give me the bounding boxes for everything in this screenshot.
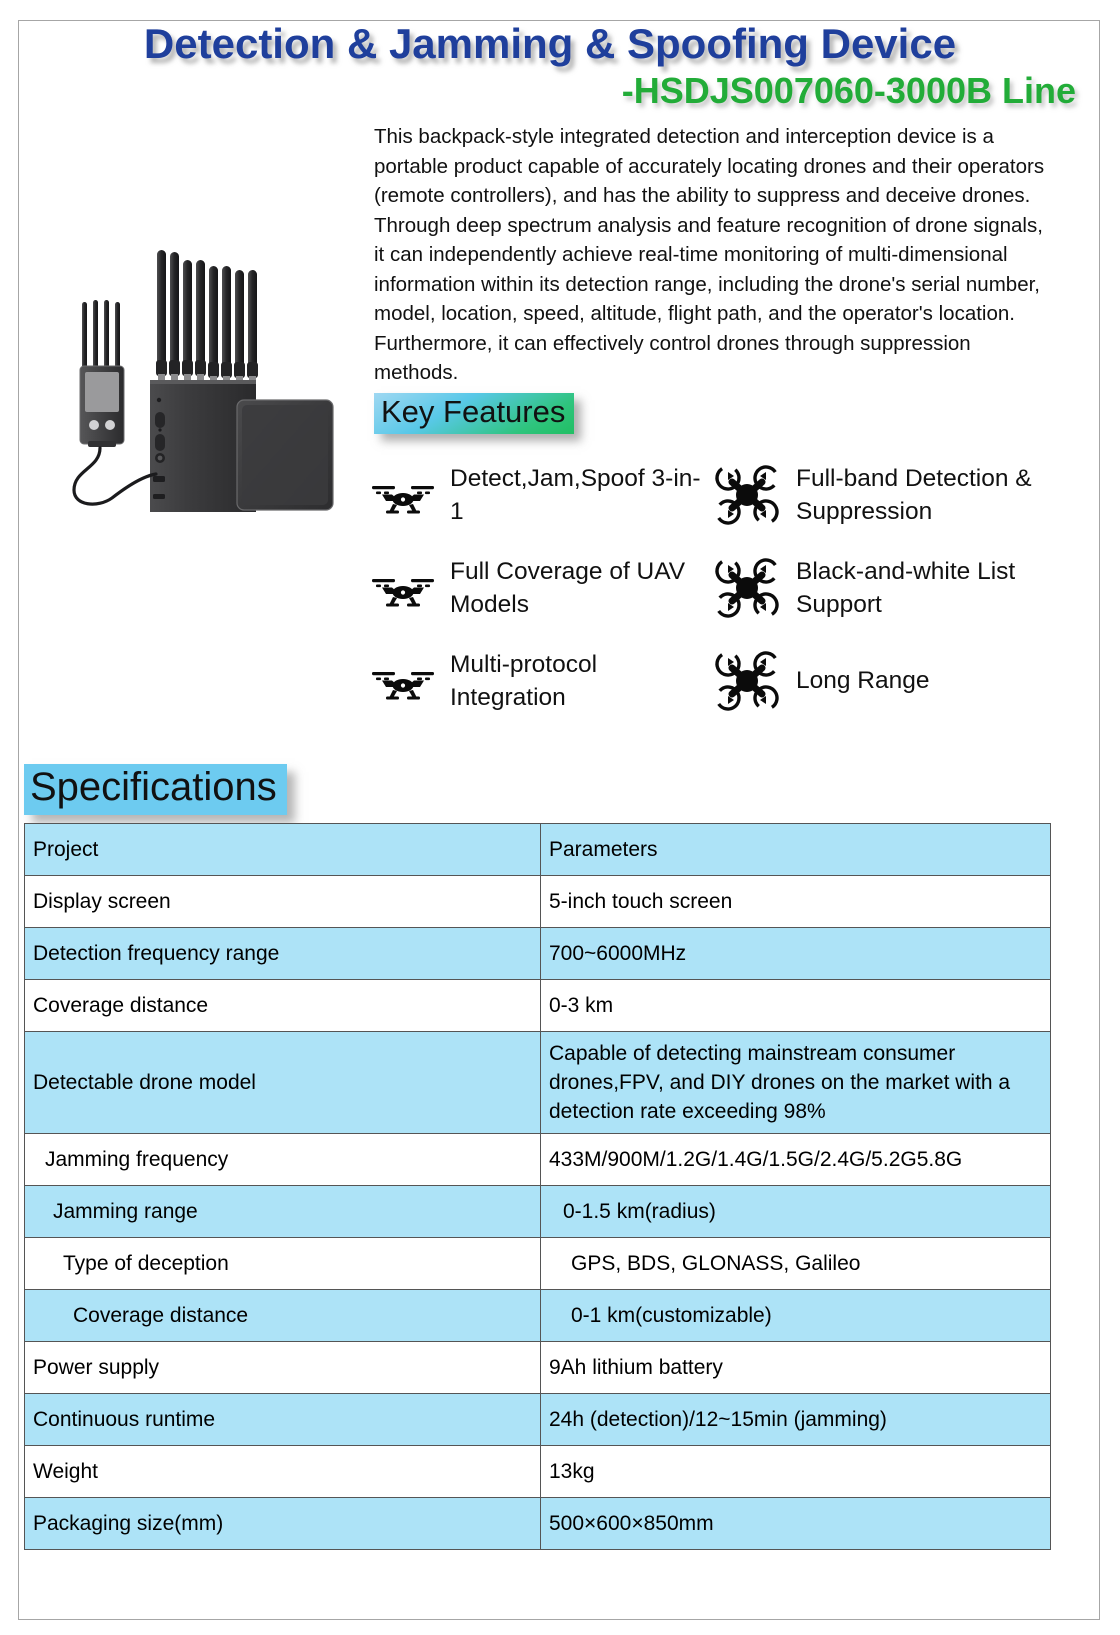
- cell-project: Jamming range: [25, 1186, 541, 1238]
- feature-item: [710, 541, 1058, 634]
- cell-parameters: 24h (detection)/12~15min (jamming): [541, 1394, 1051, 1446]
- cell-parameters: 700~6000MHz: [541, 928, 1051, 980]
- feature-label: Full-band Detection & Suppression: [796, 464, 1032, 525]
- feature-label: Detect,Jam,Spoof 3-in-1: [450, 464, 701, 525]
- table-row: [25, 876, 1051, 928]
- drone-top-icon: [710, 648, 784, 714]
- header-cell-parameters: Parameters: [541, 824, 1051, 876]
- feature-item: [368, 448, 710, 541]
- cell-parameters: 500×600×850mm: [541, 1498, 1051, 1550]
- cell-project: Packaging size(mm): [25, 1498, 541, 1550]
- page-title: Detection & Jamming & Spoofing Device: [143, 20, 957, 67]
- table-row: [25, 1394, 1051, 1446]
- cell-parameters: 9Ah lithium battery: [541, 1342, 1051, 1394]
- feature-item: [368, 541, 710, 634]
- table-header-row: [25, 824, 1051, 876]
- table-row: [25, 1498, 1051, 1550]
- cell-project: Coverage distance: [25, 980, 541, 1032]
- cell-parameters: GPS, BDS, GLONASS, Galileo: [541, 1238, 1051, 1290]
- table-row: [25, 1238, 1051, 1290]
- drone-top-icon: [710, 462, 784, 528]
- key-features-heading: Key Features: [374, 393, 574, 434]
- specifications-body: [25, 824, 1051, 1550]
- feature-label: Multi-protocol Integration: [450, 650, 598, 711]
- model-number: -HSDJS007060-3000B Line: [621, 70, 1076, 112]
- drone-side-icon: [368, 567, 438, 609]
- cell-project: Display screen: [25, 876, 541, 928]
- cell-parameters: 5-inch touch screen: [541, 876, 1051, 928]
- cell-parameters: 433M/900M/1.2G/1.4G/1.5G/2.4G/5.2G5.8G: [541, 1134, 1051, 1186]
- header-cell-project: Project: [25, 824, 541, 876]
- cell-parameters: 0-3 km: [541, 980, 1051, 1032]
- product-description: This backpack-style integrated detection and interception device is a portable product capable of accurately locating drones and their operators (remote controllers), and has the ability to suppress and deceive drones. Through deep spectrum analysis and feature recognition of drone signals, it can independently achieve real-time monitoring of multi-dimensional information within its detection range, including the drone's serial number, model, location, speed, altitude, flight path, and the operator's location. Furthermore, it can effectively control drones through suppression methods.: [374, 125, 1045, 384]
- table-row: [25, 980, 1051, 1032]
- drone-side-icon: [368, 474, 438, 516]
- table-row: [25, 1342, 1051, 1394]
- table-row: [25, 1134, 1051, 1186]
- table-row: [25, 928, 1051, 980]
- cell-project: Power supply: [25, 1342, 541, 1394]
- feature-item: [710, 448, 1058, 541]
- cell-project: Continuous runtime: [25, 1394, 541, 1446]
- feature-label: Long Range: [796, 667, 930, 694]
- cell-project: Detection frequency range: [25, 928, 541, 980]
- cell-parameters: Capable of detecting mainstream consumer drones,FPV, and DIY drones on the market with a detection rate exceeding 98%: [541, 1032, 1051, 1134]
- specifications-heading: Specifications: [24, 764, 287, 815]
- cell-project: Type of deception: [25, 1238, 541, 1290]
- drone-side-icon: [368, 660, 438, 702]
- cell-project: Weight: [25, 1446, 541, 1498]
- cell-parameters: 0-1 km(customizable): [541, 1290, 1051, 1342]
- table-row: [25, 1290, 1051, 1342]
- feature-label: Black-and-white List Support: [796, 557, 1016, 618]
- cell-parameters: 13kg: [541, 1446, 1051, 1498]
- header: [18, 22, 1082, 110]
- feature-item: [710, 634, 1058, 727]
- table-row: [25, 1446, 1051, 1498]
- table-row: [25, 1032, 1051, 1134]
- feature-label: Full Coverage of UAV Models: [450, 557, 686, 618]
- table-row: [25, 1186, 1051, 1238]
- feature-item: [368, 634, 710, 727]
- cell-parameters: 0-1.5 km(radius): [541, 1186, 1051, 1238]
- drone-top-icon: [710, 555, 784, 621]
- product-image: [52, 222, 352, 512]
- cell-project: Jamming frequency: [25, 1134, 541, 1186]
- cell-project: Coverage distance: [25, 1290, 541, 1342]
- key-features-list: [368, 448, 1058, 727]
- cell-project: Detectable drone model: [25, 1032, 541, 1134]
- specifications-table: [24, 823, 1051, 1550]
